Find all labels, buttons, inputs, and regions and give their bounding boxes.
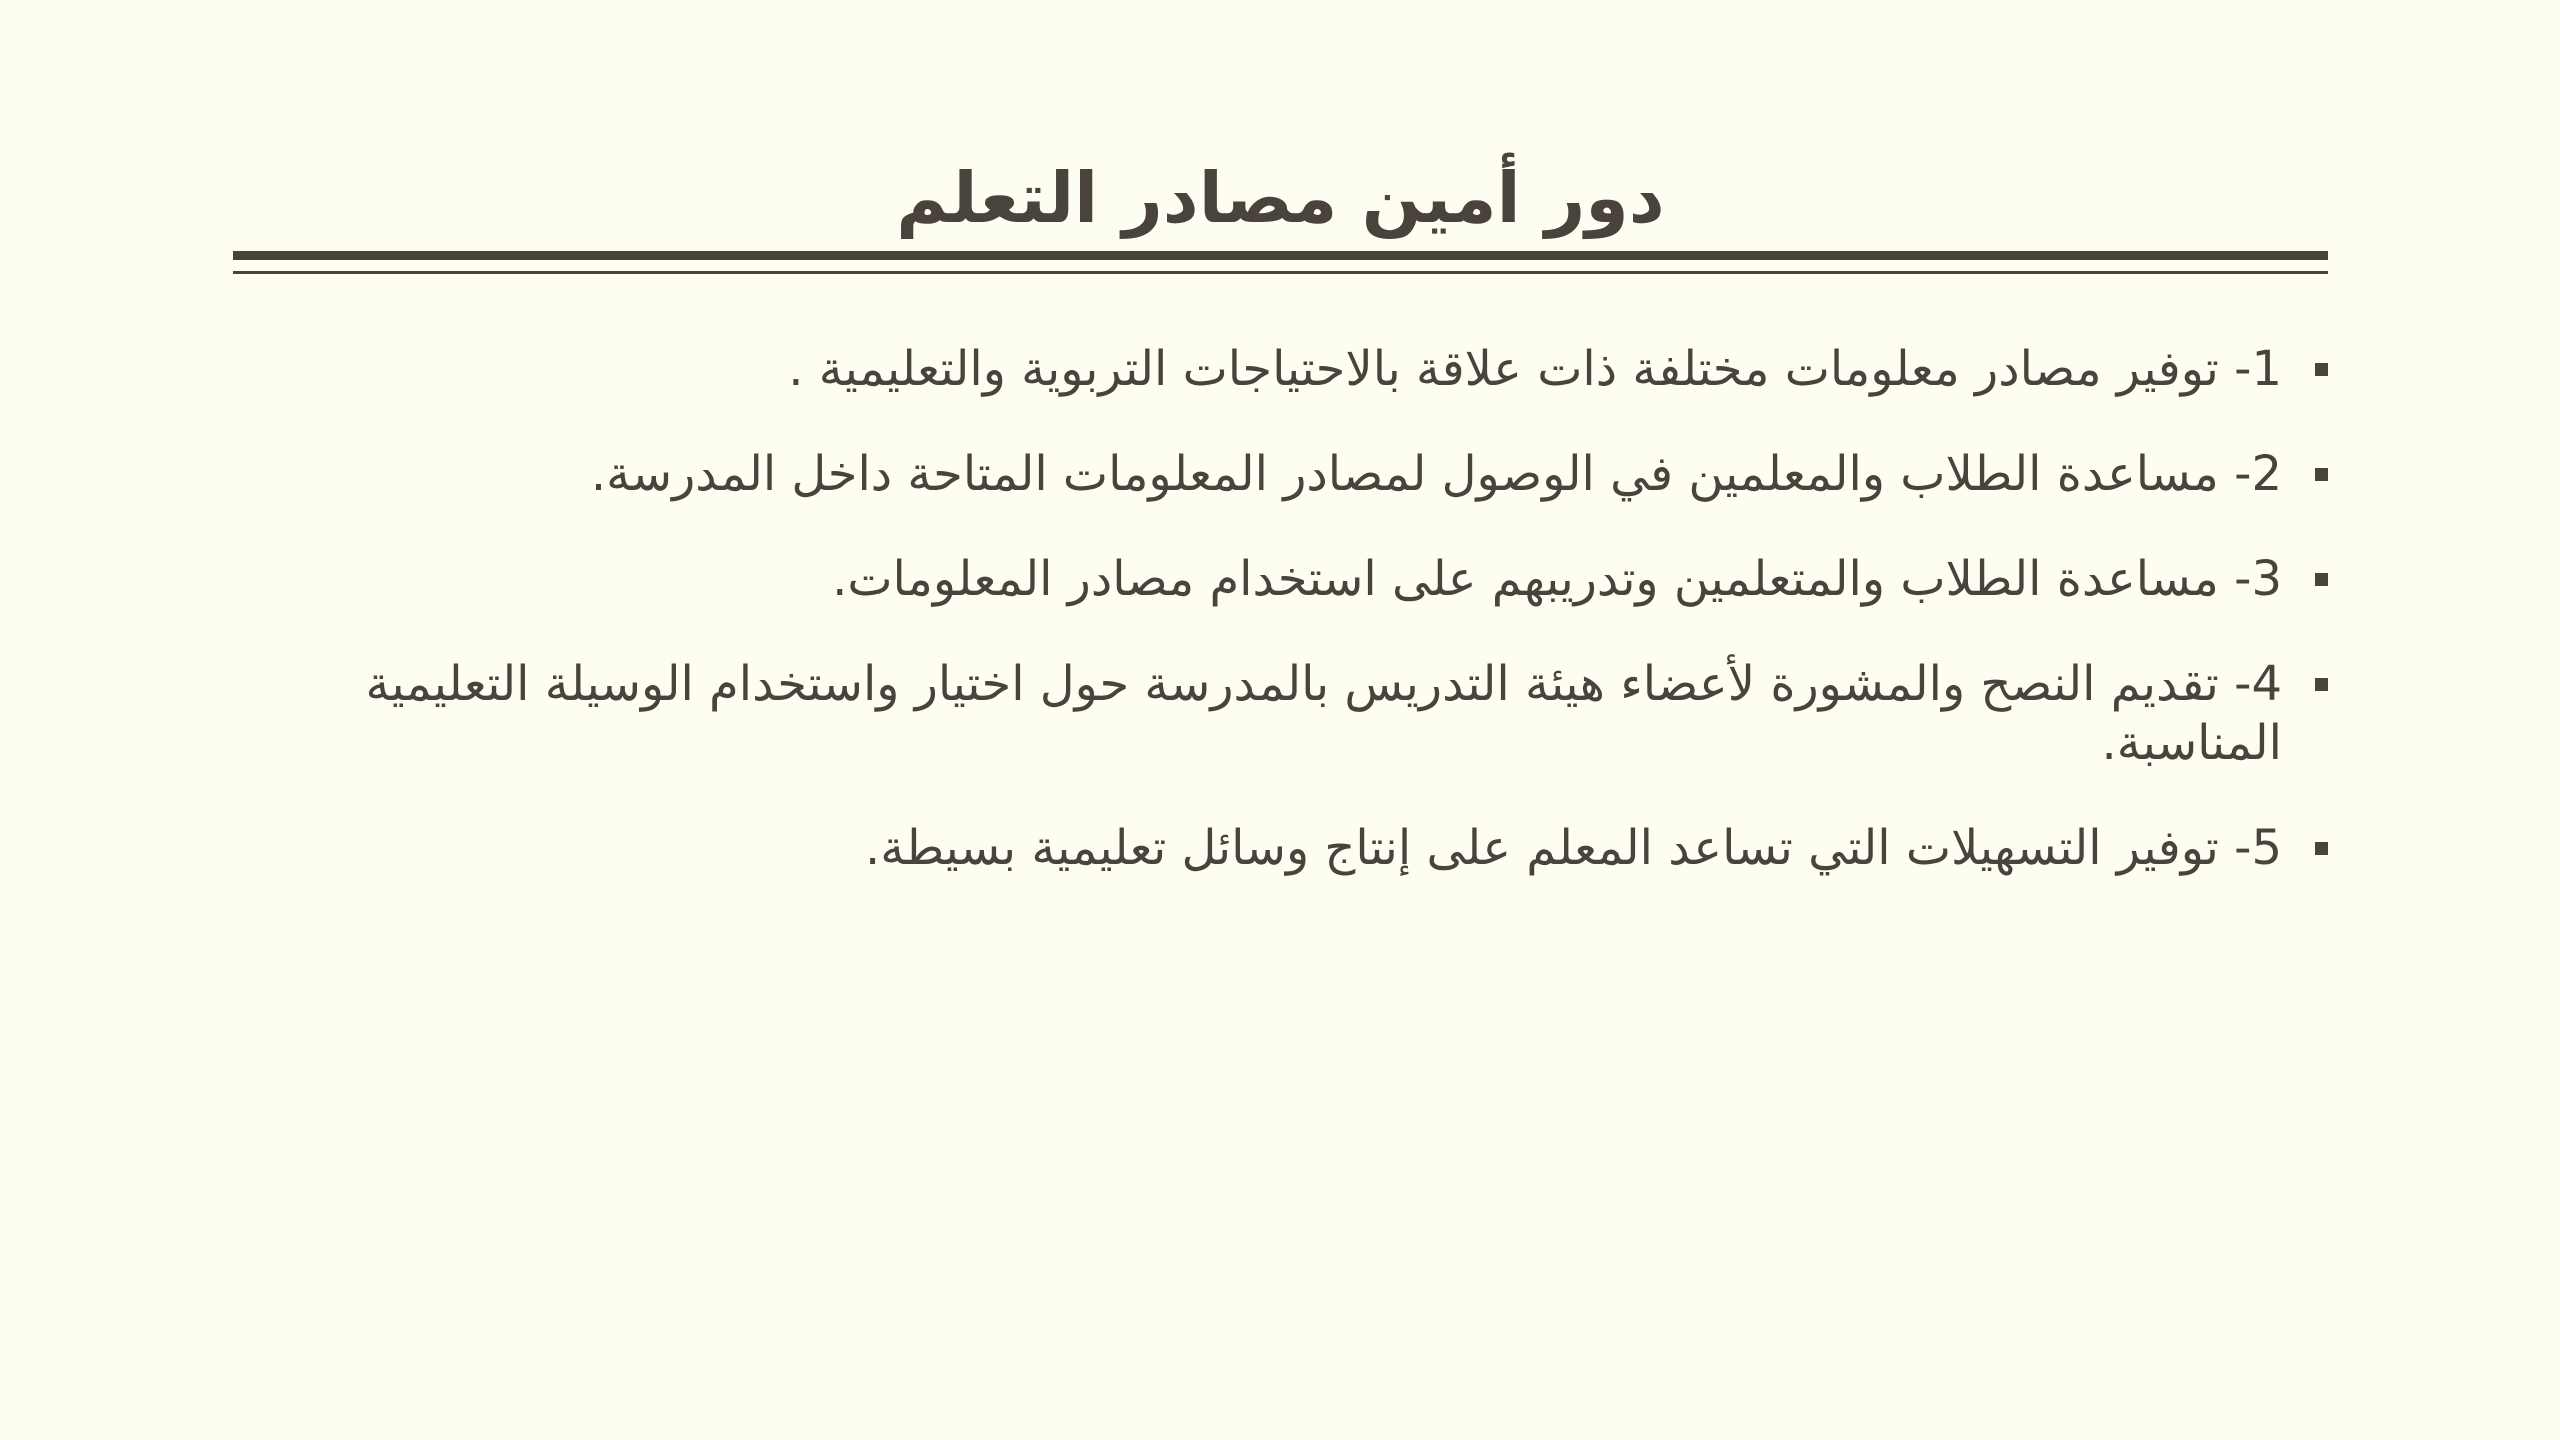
bullet-list [300,340,2328,924]
list-item [300,819,2328,878]
list-item [300,655,2328,773]
list-item [300,340,2328,399]
slide-title: دور أمين مصادر التعلم [896,157,1665,239]
list-item-text: 3- مساعدة الطلاب والمتعلمين وتدريبهم على استخدام مصادر المعلومات. [832,551,2282,607]
list-item [300,445,2328,504]
square-bullet-icon [2315,842,2328,855]
list-item-text: 2- مساعدة الطلاب والمعلمين في الوصول لمصادر المعلومات المتاحة داخل المدرسة. [590,446,2282,502]
square-bullet-icon [2315,678,2328,691]
square-bullet-icon [2315,468,2328,481]
list-item-text: 4- تقديم النصح والمشورة لأعضاء هيئة التدريس بالمدرسة حول اختيار واستخدام الوسيلة التعليمية المناسبة. [365,656,2282,771]
list-item-text: 5- توفير التسهيلات التي تساعد المعلم على إنتاج وسائل تعليمية بسيطة. [865,820,2282,876]
list-item [300,550,2328,609]
title-divider-thin [233,271,2328,274]
square-bullet-icon [2315,363,2328,376]
title-divider-thick [233,251,2328,260]
list-item-text: 1- توفير مصادر معلومات مختلفة ذات علاقة بالاحتياجات التربوية والتعليمية . [788,341,2282,397]
square-bullet-icon [2315,573,2328,586]
